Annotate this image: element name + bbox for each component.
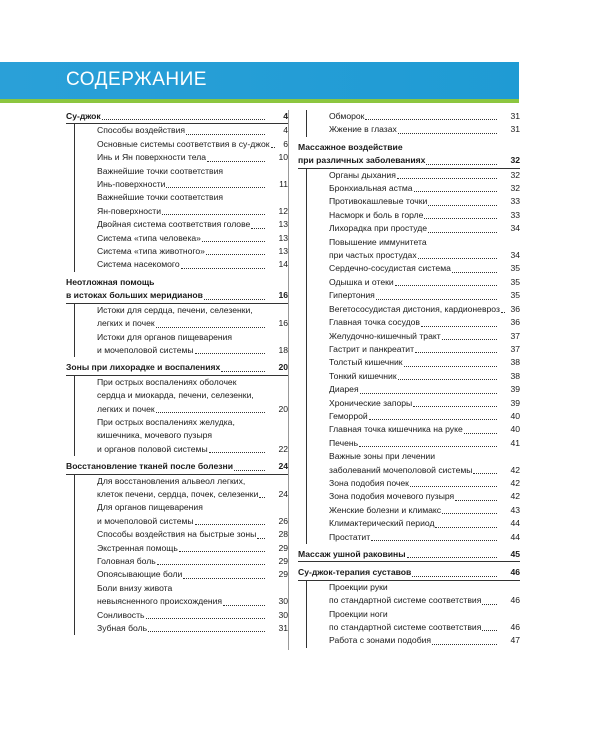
toc-entry[interactable]: Диарея 39 bbox=[329, 384, 520, 395]
header-accent-stripe bbox=[0, 99, 519, 103]
toc-entry[interactable]: Лихорадка при простуде 34 bbox=[329, 223, 520, 234]
toc-entry[interactable]: Проекции ноги по стандартной системе соответствия 46 bbox=[329, 608, 520, 633]
toc-entry[interactable]: Для органов пищеварения и мочеполовой системы 26 bbox=[97, 502, 288, 526]
toc-group bbox=[74, 304, 288, 358]
toc-group bbox=[74, 376, 288, 456]
toc-section[interactable]: Массаж ушной раковины 45 bbox=[298, 548, 520, 562]
toc-entry[interactable]: Сонливость 30 bbox=[97, 609, 288, 620]
toc-entry[interactable]: Опоясывающие боли 29 bbox=[97, 569, 288, 580]
toc-entry[interactable]: Зубная боль 31 bbox=[97, 623, 288, 634]
toc-entry[interactable]: Вегетососудистая дистония, кардионевроз 36 bbox=[329, 303, 520, 314]
header-bar bbox=[0, 62, 519, 99]
toc-entry[interactable]: Жжение в глазах 31 bbox=[329, 124, 520, 135]
toc-entry[interactable]: Тонкий кишечник 38 bbox=[329, 370, 520, 381]
toc-entry[interactable]: Способы воздействия 4 bbox=[97, 125, 288, 136]
toc-entry[interactable]: Толстый кишечник 38 bbox=[329, 357, 520, 368]
toc-entry[interactable]: При острых воспалениях оболочек сердца и миокарда, печени, селезенки, легких и почек 20 bbox=[97, 376, 288, 414]
toc-entry[interactable]: Система насекомого 14 bbox=[97, 259, 288, 270]
toc-entry[interactable]: Гастрит и панкреатит 37 bbox=[329, 343, 520, 354]
toc-entry[interactable]: Обморок 31 bbox=[329, 111, 520, 121]
column-divider bbox=[288, 110, 289, 650]
toc-left-column bbox=[66, 110, 288, 635]
toc-entry[interactable]: Климактерический период 44 bbox=[329, 518, 520, 529]
toc-entry[interactable]: Противокашлевые точки 33 bbox=[329, 196, 520, 207]
toc-entry[interactable]: Проекции руки по стандартной системе соответствия 46 bbox=[329, 581, 520, 606]
toc-entry[interactable]: Желудочно-кишечный тракт 37 bbox=[329, 330, 520, 341]
toc-entry[interactable]: Зона подобия почек 42 bbox=[329, 477, 520, 488]
page-title: СОДЕРЖАНИЕ bbox=[66, 69, 207, 90]
toc-entry[interactable]: Одышка и отеки 35 bbox=[329, 276, 520, 287]
toc-entry[interactable]: Головная боль 29 bbox=[97, 556, 288, 566]
toc-entry[interactable]: Система «типа человека» 13 bbox=[97, 232, 288, 243]
toc-entry[interactable]: Хронические запоры 39 bbox=[329, 397, 520, 408]
toc-section[interactable]: Массажное воздействие при различных заболеваниях 32 bbox=[298, 141, 520, 169]
toc-entry[interactable]: Инь и Ян поверхности тела 10 bbox=[97, 152, 288, 163]
toc-entry[interactable]: Экстренная помощь 29 bbox=[97, 542, 288, 553]
toc-entry[interactable]: Основные системы соответствия в су-джок 6 bbox=[97, 138, 288, 149]
toc-entry[interactable]: Бронхиальная астма 32 bbox=[329, 183, 520, 194]
toc-group bbox=[74, 475, 288, 636]
toc-entry[interactable]: Органы дыхания 32 bbox=[329, 169, 520, 180]
toc-entry[interactable]: Для восстановления альвеол легких, клеток печени, сердца, почек, селезенки 24 bbox=[97, 475, 288, 499]
toc-entry[interactable]: Главная точка кишечника на руке 40 bbox=[329, 424, 520, 435]
toc-entry[interactable]: При острых воспалениях желудка, кишечника, мочевого пузыря и органов половой системы 22 bbox=[97, 416, 288, 454]
toc-entry[interactable]: Насморк и боль в горле 33 bbox=[329, 209, 520, 220]
toc-entry[interactable]: Способы воздействия на быстрые зоны 28 bbox=[97, 529, 288, 540]
toc-entry[interactable]: Сердечно-сосудистая система 35 bbox=[329, 263, 520, 274]
toc-entry[interactable]: Работа с зонами подобия 47 bbox=[329, 635, 520, 646]
toc-entry[interactable]: Геморрой 40 bbox=[329, 410, 520, 421]
toc-group bbox=[306, 581, 520, 648]
toc-entry[interactable]: Простатит 44 bbox=[329, 531, 520, 542]
toc-section[interactable]: Су-джок 4 bbox=[66, 110, 288, 124]
toc-entry[interactable]: Печень 41 bbox=[329, 437, 520, 448]
toc-entry[interactable]: Истоки для сердца, печени, селезенки, легких и почек 16 bbox=[97, 304, 288, 329]
toc-right-column bbox=[298, 110, 520, 648]
toc-section[interactable]: Зоны при лихорадке и воспалениях 20 bbox=[66, 361, 288, 375]
toc-entry[interactable]: Система «типа животного» 13 bbox=[97, 246, 288, 257]
toc-section[interactable]: Восстановление тканей после болезни 24 bbox=[66, 460, 288, 474]
toc-entry[interactable]: Гипертония 35 bbox=[329, 290, 520, 301]
toc-entry[interactable]: Повышение иммунитета при частых простудах 34 bbox=[329, 236, 520, 261]
toc-entry[interactable]: Главная точка сосудов 36 bbox=[329, 317, 520, 328]
toc-entry[interactable]: Важнейшие точки соответствия Инь-поверхности 11 bbox=[97, 165, 288, 190]
toc-group bbox=[306, 110, 520, 137]
toc-section[interactable]: Неотложная помощь в истоках больших меридианов 16 bbox=[66, 276, 288, 304]
toc-entry[interactable]: Зона подобия мочевого пузыря 42 bbox=[329, 491, 520, 502]
toc-entry[interactable]: Двойная система соответствия голове 13 bbox=[97, 219, 288, 230]
toc-entry[interactable]: Важнейшие точки соответствия Ян-поверхности 12 bbox=[97, 192, 288, 216]
toc-entry[interactable]: Истоки для органов пищеварения и мочеполовой системы 18 bbox=[97, 331, 288, 355]
toc-entry[interactable]: Женские болезни и климакс 43 bbox=[329, 504, 520, 515]
toc-entry[interactable]: Боли внизу живота невыясненного происхождения 30 bbox=[97, 582, 288, 607]
toc-section[interactable]: Су-джок-терапия суставов 46 bbox=[298, 566, 520, 580]
toc-entry[interactable]: Важные зоны при лечении заболеваний мочеполовой системы 42 bbox=[329, 451, 520, 475]
toc-group bbox=[306, 169, 520, 544]
toc-group bbox=[74, 124, 288, 271]
